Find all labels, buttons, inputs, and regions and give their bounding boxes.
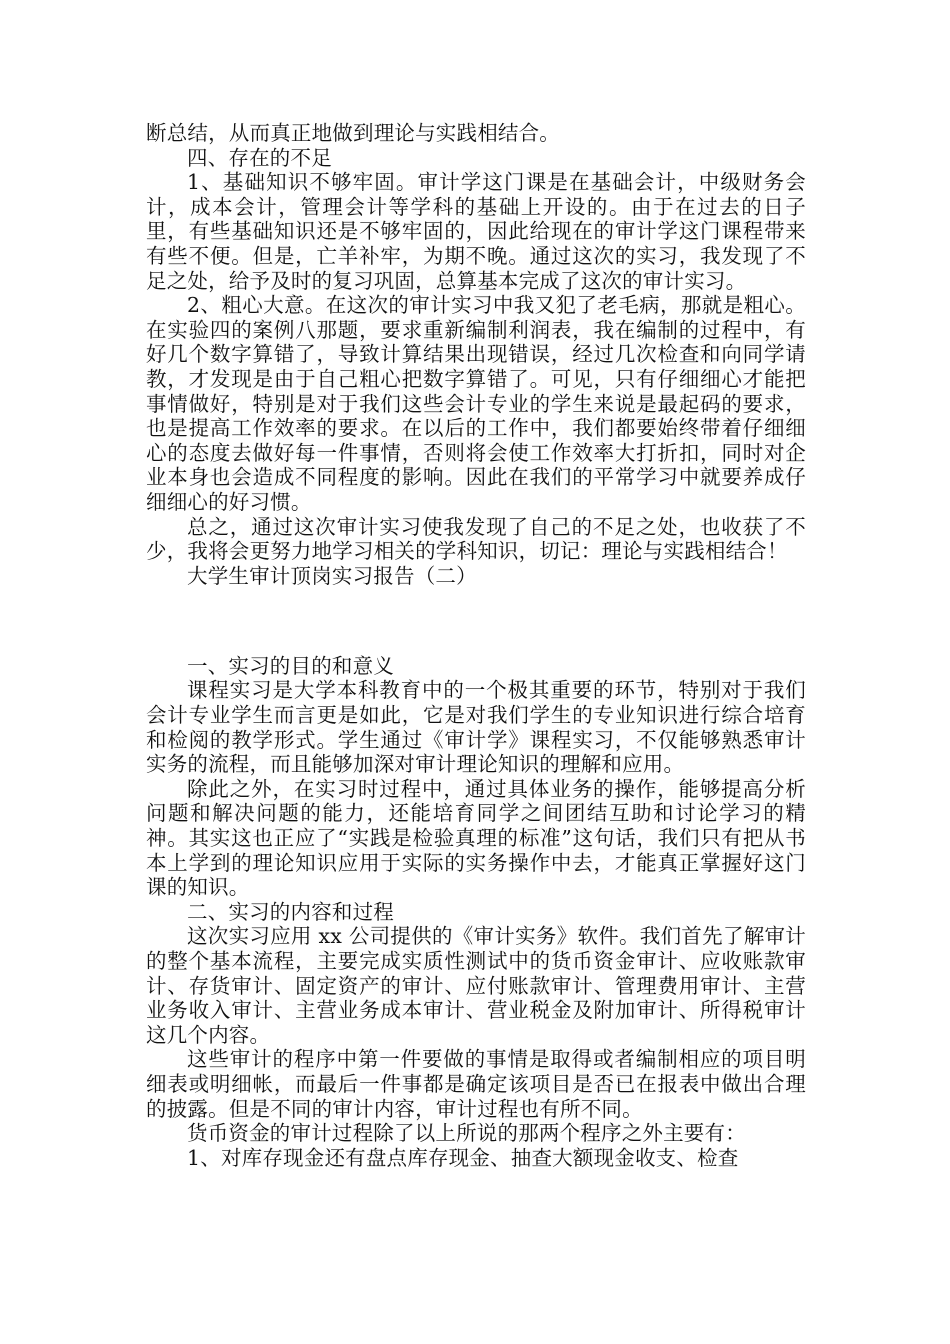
paragraph: 货币资金的审计过程除了以上所说的那两个程序之外主要有： [187, 1121, 746, 1146]
paragraph: 二、实习的内容和过程 [187, 899, 394, 924]
paragraph: 2、粗心大意。在这次的审计实习中我又犯了老毛病，那就是粗心。在实验四的案例八那题，要求重新编制利润表，我在编制的过程中，有好几个数字算错了，导致计算结果出现错误，经过几次检查和向同学请教，才发现是由于自己粗心把数字算错了。可见，只有仔细细心才能把事情做好，特别是对于我们这些会计专业的学生来说是最起码的要求，也是提高工作效率的要求。在以后的工作中，我们都要始终带着仔细细心的态度去做好每一件事情，否则将会使工作效率大打折扣，同时对企业本身也会造成不同程度的影响。因此在我们的平常学习中就要养成仔细细心的好习惯。 [146, 293, 806, 514]
paragraph: 这次实习应用 xx 公司提供的《审计实务》软件。我们首先了解审计的整个基本流程，主要完成实质性测试中的货币资金审计、应收账款审计、存货审计、固定资产的审计、应付账款审计、管理费用审计、主营业务收入审计、主营业务成本审计、营业税金及附加审计、所得税审计这几个内容。 [146, 924, 806, 1047]
paragraph: 1、基础知识不够牢固。审计学这门课是在基础会计，中级财务会计，成本会计，管理会计等学科的基础上开设的。由于在过去的日子里，有些基础知识还是不够牢固的，因此给现在的审计学这门课程带来有些不便。但是，亡羊补牢，为期不晚。通过这次的实习，我发现了不足之处，给予及时的复习巩固，总算基本完成了这次的审计实习。 [146, 170, 806, 293]
paragraph: 大学生审计顶岗实习报告（二） [187, 563, 477, 588]
paragraph: 四、存在的不足 [187, 145, 332, 170]
paragraph: 1、对库存现金还有盘点库存现金、抽查大额现金收支、检查 [187, 1145, 739, 1170]
paragraph: 除此之外，在实习时过程中，通过具体业务的操作，能够提高分析问题和解决问题的能力，还能培育同学之间团结互助和讨论学习的精神。其实这也正应了“实践是检验真理的标准”这句话，我们只有把从书本上学到的理论知识应用于实际的实务操作中去，才能真正掌握好这门课的知识。 [146, 776, 806, 900]
blank-line [146, 609, 806, 634]
paragraph: 一、实习的目的和意义 [187, 653, 394, 678]
paragraph: 断总结，从而真正地做到理论与实践相结合。 [146, 121, 560, 145]
document-page [146, 121, 806, 1170]
paragraph: 这些审计的程序中第一件要做的事情是取得或者编制相应的项目明细表或明细帐，而最后一件事都是确定该项目是否已在报表中做出合理的披露。但是不同的审计内容，审计过程也有所不同。 [146, 1047, 806, 1121]
paragraph: 课程实习是大学本科教育中的一个极其重要的环节，特别对于我们会计专业学生而言更是如此，它是对我们学生的专业知识进行综合培育和检阅的教学形式。学生通过《审计学》课程实习，不仅能够熟悉审计实务的流程，而且能够加深对审计理论知识的理解和应用。 [146, 678, 806, 777]
paragraph: 总之，通过这次审计实习使我发现了自己的不足之处，也收获了不少，我将会更努力地学习相关的学科知识，切记：理论与实践相结合！ [146, 514, 806, 564]
